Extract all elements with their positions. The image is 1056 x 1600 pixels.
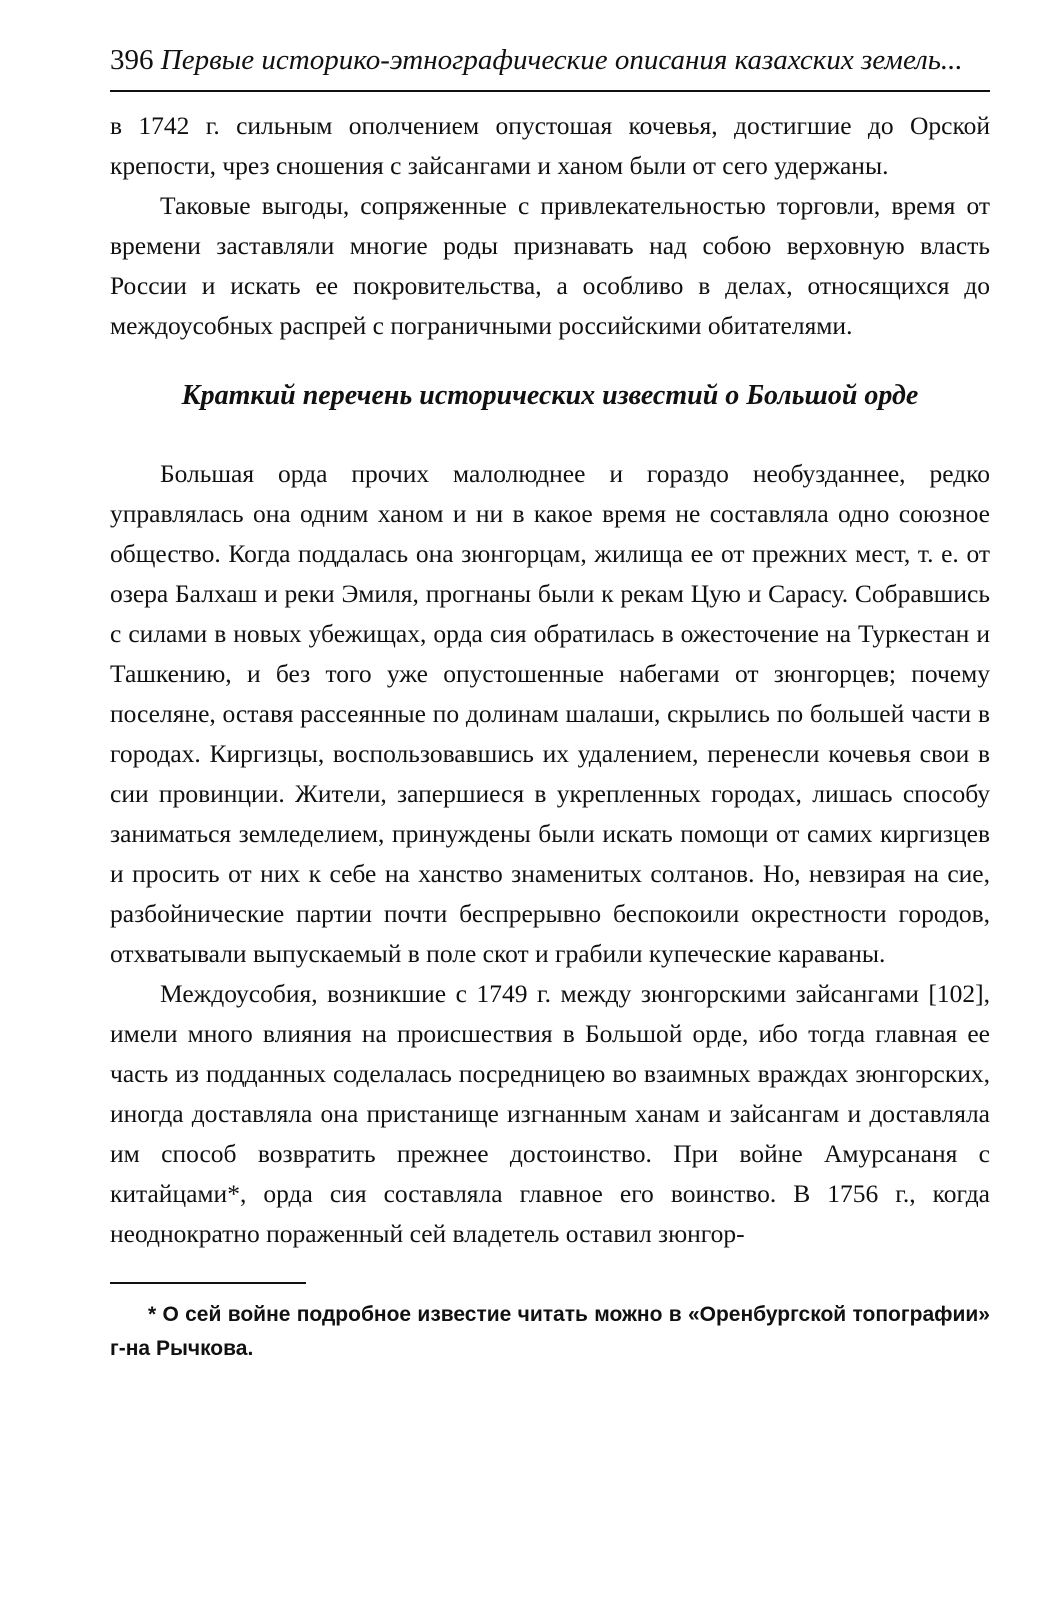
main-text — [110, 106, 990, 1254]
header-rule — [110, 90, 990, 92]
section-heading: Краткий перечень исторических известий о Большой орде — [181, 380, 919, 411]
paragraph: в 1742 г. сильным ополчением опустошая кочевья, достигшие до Орской крепости, чрез сношения с зайсангами и ханом были от сего удержаны. — [110, 111, 990, 180]
book-page — [110, 40, 990, 1366]
paragraph: Междоусобия, возникшие с 1749 г. между зюнгорскими зайсангами [102], имели много влияния на происшествия в Большой орде, ибо тогда главная ее часть из подданных соделалась посредницею во взаимных враждах зюнгорских, иногда доставляла она пристанище изгнанным ханам и зайсангам и доставляла им способ возвратить прежнее достоинство. При войне Амурсананя с китайцами*, орда сия составляла главное его воинство. В 1756 г., когда неоднократно пораженный сей владетель оставил зюнгор- — [110, 979, 990, 1248]
footnote-rule — [110, 1282, 306, 1284]
paragraph: Большая орда прочих малолюднее и гораздо необузданнее, редко управлялась она одним ханом и ни в какое время не составляла одно союзное общество. Когда поддалась она зюнгорцам, жилища ее от прежних мест, т. е. от озера Балхаш и реки Эмиля, прогнаны были к рекам Цую и Сарасу. Собравшись с силами в новых убежищах, орда сия обратилась в ожесточение на Туркестан и Ташкению, и без того уже опустошенные набегами от зюнгорцев; почему поселяне, оставя рассеянные по долинам шалаши, скрылись по большей части в городах. Киргизцы, воспользовавшись их удалением, перенесли кочевья свои в сии провинции. Жители, запершиеся в укрепленных городах, лишась способу заниматься земледелием, принуждены были искать помощи от самих киргизцев и просить от них к себе на ханство знаменитых солтанов. Но, невзирая на сие, разбойнические партии почти беспрерывно беспокоили окрестности городов, отхватывали выпускаемый в поле скот и грабили купеческие караваны. — [110, 459, 990, 968]
running-header — [110, 40, 990, 80]
running-title: Первые историко-этнографические описания казахских земель... — [160, 44, 963, 76]
footnote: * О сей войне подробное известие читать можно в «Оренбургской топографии» г-на Рычкова. — [110, 1303, 990, 1360]
page-number: 396 — [110, 44, 154, 76]
paragraph: Таковые выгоды, сопряженные с привлекательностью торговли, время от времени заставляли многие роды признавать над собою верховную власть России и искать ее покровительства, а особливо в делах, относящихся до междоусобных распрей с пограничными российскими обитателями. — [110, 191, 990, 340]
